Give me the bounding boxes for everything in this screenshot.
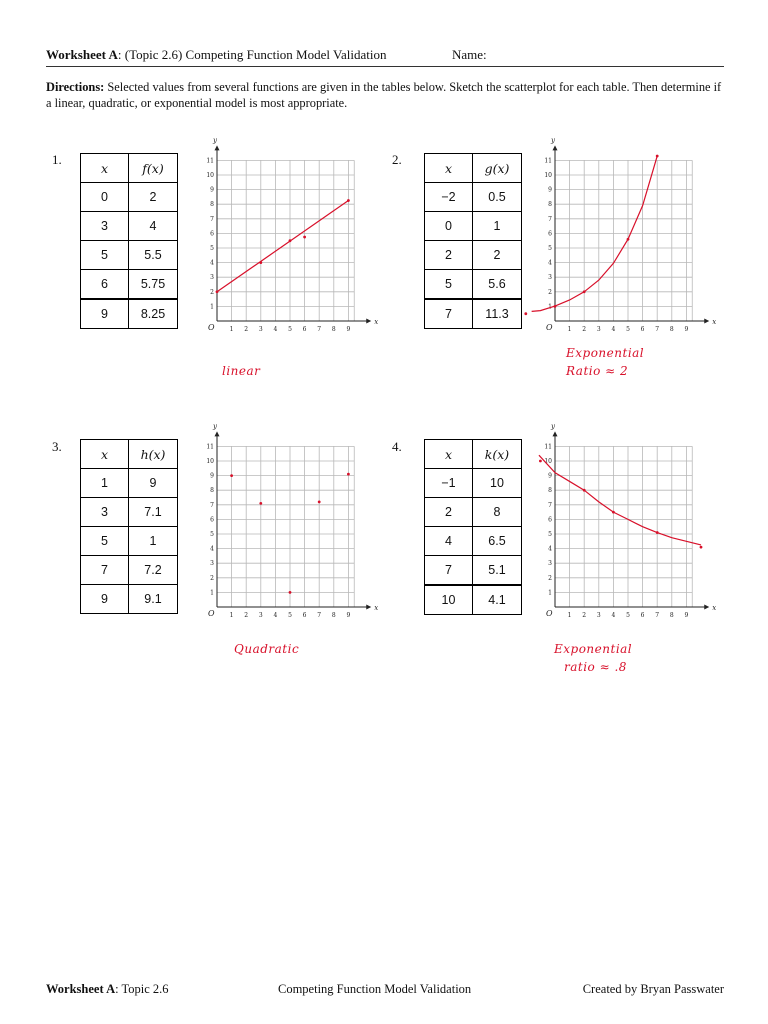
data-point xyxy=(259,502,262,505)
x-tick-label: 1 xyxy=(229,612,234,619)
footer-subtitle: Competing Function Model Validation xyxy=(278,982,472,996)
y-tick-label: 2 xyxy=(548,574,552,582)
y-axis-label: y xyxy=(213,136,217,145)
table-cell: 4 xyxy=(129,212,178,241)
x-axis-arrow xyxy=(366,605,371,610)
y-tick-label: 5 xyxy=(548,531,552,538)
table-cell: 5.6 xyxy=(473,270,522,300)
y-tick-label: 3 xyxy=(210,274,214,282)
table-cell: 1 xyxy=(473,212,522,241)
answer-line: Exponential xyxy=(566,346,645,360)
x-tick-label: 7 xyxy=(655,612,660,619)
y-tick-label: 8 xyxy=(210,487,214,495)
fit-curve xyxy=(539,455,701,545)
x-header: x xyxy=(81,440,129,469)
y-tick-label: 3 xyxy=(210,560,214,568)
origin-label: O xyxy=(208,609,215,618)
y-tick-label: 11 xyxy=(206,157,214,165)
y-tick-label: 3 xyxy=(548,274,552,282)
scatter-graph xyxy=(195,419,379,629)
table-cell: 9 xyxy=(81,585,129,614)
answer-line: Quadratic xyxy=(234,642,300,656)
table-cell: 5 xyxy=(81,527,129,556)
y-tick-label: 1 xyxy=(210,589,214,597)
values-table xyxy=(80,439,178,614)
data-point xyxy=(259,261,262,264)
y-axis-label: y xyxy=(551,136,555,145)
table-cell: −1 xyxy=(425,469,473,498)
table-cell: 7 xyxy=(425,556,473,586)
table-cell: 6 xyxy=(81,270,129,300)
table-cell: 7 xyxy=(425,299,473,329)
footer-title-bold: Worksheet A xyxy=(46,982,116,996)
table-cell: 5 xyxy=(81,241,129,270)
table-cell: 5 xyxy=(425,270,473,300)
x-tick-label: 3 xyxy=(258,612,263,619)
values-table xyxy=(80,153,178,329)
data-point xyxy=(554,305,557,308)
y-tick-label: 5 xyxy=(210,245,214,252)
y-tick-label: 9 xyxy=(210,472,214,480)
table-cell: 8 xyxy=(473,498,522,527)
y-tick-label: 4 xyxy=(210,545,214,553)
y-header: h(x) xyxy=(129,440,178,469)
x-tick-label: 5 xyxy=(626,612,630,619)
x-axis-arrow xyxy=(704,605,709,610)
x-tick-label: 4 xyxy=(611,326,616,333)
worksheet-title: : (Topic 2.6) Competing Function Model Validation xyxy=(117,47,387,62)
answer-line: ratio ≈ .8 xyxy=(564,660,627,674)
fit-curve xyxy=(217,201,348,292)
table-cell: 5.5 xyxy=(129,241,178,270)
x-tick-label: 4 xyxy=(611,612,616,619)
values-table xyxy=(424,153,522,329)
problem-number: 3. xyxy=(52,439,62,454)
x-tick-label: 8 xyxy=(331,612,336,619)
x-tick-label: 5 xyxy=(288,612,292,619)
x-tick-label: 1 xyxy=(567,326,572,333)
table-cell: 2 xyxy=(129,183,178,212)
y-tick-label: 9 xyxy=(548,186,552,194)
table-cell: 2 xyxy=(425,498,473,527)
directions-text: Selected values from several functions are given in the tables below. Sketch the scatterplot for each table. Then determine if a linear, quadratic, or exponential model is most appropriate. xyxy=(46,80,722,110)
x-tick-label: 3 xyxy=(258,326,263,333)
x-tick-label: 4 xyxy=(273,612,278,619)
problem-number: 1. xyxy=(52,152,62,167)
table-cell: 8.25 xyxy=(129,299,178,329)
table-cell: 9 xyxy=(81,299,129,329)
x-tick-label: 9 xyxy=(346,612,351,619)
table-cell: 5.1 xyxy=(473,556,522,586)
y-axis-arrow xyxy=(215,431,220,436)
y-tick-label: 8 xyxy=(548,487,552,495)
x-tick-label: 8 xyxy=(669,612,674,619)
x-header: x xyxy=(81,154,129,183)
y-tick-label: 10 xyxy=(544,172,552,179)
y-header: k(x) xyxy=(473,440,522,469)
data-point xyxy=(230,474,233,477)
origin-label: O xyxy=(208,323,215,332)
y-tick-label: 2 xyxy=(210,288,214,296)
problem-number: 2. xyxy=(392,152,402,167)
x-tick-label: 1 xyxy=(229,326,234,333)
data-point xyxy=(347,473,350,476)
table-cell: 0.5 xyxy=(473,183,522,212)
y-tick-label: 2 xyxy=(548,288,552,296)
x-tick-label: 8 xyxy=(331,326,336,333)
data-point xyxy=(524,312,527,315)
table-cell: 11.3 xyxy=(473,299,522,329)
y-tick-label: 10 xyxy=(544,458,552,465)
x-tick-label: 9 xyxy=(346,326,351,333)
x-tick-label: 3 xyxy=(596,326,601,333)
x-tick-label: 5 xyxy=(288,326,292,333)
x-tick-label: 5 xyxy=(626,326,630,333)
x-tick-label: 2 xyxy=(244,612,249,619)
y-tick-label: 6 xyxy=(210,230,214,238)
table-cell: 1 xyxy=(129,527,178,556)
answer-annotation xyxy=(234,640,299,658)
y-tick-label: 10 xyxy=(206,172,214,179)
x-tick-label: 8 xyxy=(669,326,674,333)
table-cell: 6.5 xyxy=(473,527,522,556)
x-axis-label: x xyxy=(712,318,717,326)
y-tick-label: 1 xyxy=(548,303,552,311)
y-axis-arrow xyxy=(215,145,220,150)
y-tick-label: 7 xyxy=(548,215,552,223)
table-cell: 2 xyxy=(425,241,473,270)
y-tick-label: 8 xyxy=(548,201,552,209)
y-tick-label: 6 xyxy=(210,516,214,524)
x-tick-label: 3 xyxy=(596,612,601,619)
y-header: g(x) xyxy=(473,154,522,183)
table-cell: 1 xyxy=(81,469,129,498)
table-cell: 7 xyxy=(81,556,129,585)
y-tick-label: 1 xyxy=(210,303,214,311)
table-cell: 2 xyxy=(473,241,522,270)
y-tick-label: 8 xyxy=(210,201,214,209)
data-point xyxy=(347,199,350,202)
data-point xyxy=(318,500,321,503)
data-point xyxy=(700,546,703,549)
x-axis-arrow xyxy=(704,319,709,324)
x-axis-label: x xyxy=(374,318,379,326)
y-tick-label: 6 xyxy=(548,516,552,524)
x-axis-label: x xyxy=(374,604,379,612)
x-axis-arrow xyxy=(366,319,371,324)
y-tick-label: 7 xyxy=(210,501,214,509)
y-tick-label: 11 xyxy=(206,443,214,451)
x-header: x xyxy=(425,440,473,469)
y-tick-label: 4 xyxy=(548,545,552,553)
y-axis-arrow xyxy=(553,431,558,436)
table-cell: 10 xyxy=(425,585,473,615)
name-label: Name: xyxy=(452,47,487,62)
x-tick-label: 1 xyxy=(567,612,572,619)
y-tick-label: 1 xyxy=(548,589,552,597)
x-tick-label: 6 xyxy=(640,612,645,619)
answer-annotation xyxy=(222,362,260,380)
x-tick-label: 2 xyxy=(244,326,249,333)
y-tick-label: 7 xyxy=(548,501,552,509)
values-table xyxy=(424,439,522,615)
data-point xyxy=(656,531,659,534)
answer-line: linear xyxy=(222,364,261,378)
y-axis-label: y xyxy=(551,422,555,431)
table-cell: 4 xyxy=(425,527,473,556)
data-point xyxy=(612,511,615,514)
x-tick-label: 9 xyxy=(684,326,689,333)
x-tick-label: 7 xyxy=(655,326,660,333)
data-point xyxy=(303,236,306,239)
table-cell: 7.1 xyxy=(129,498,178,527)
table-cell: 9 xyxy=(129,469,178,498)
x-tick-label: 9 xyxy=(684,612,689,619)
x-header: x xyxy=(425,154,473,183)
origin-label: O xyxy=(546,609,553,618)
origin-label: O xyxy=(546,323,553,332)
answer-line: Ratio ≈ 2 xyxy=(566,364,629,378)
table-cell: 3 xyxy=(81,212,129,241)
problem-number: 4. xyxy=(392,439,402,454)
data-point xyxy=(289,239,292,242)
y-axis-label: y xyxy=(213,422,217,431)
x-tick-label: 2 xyxy=(582,326,587,333)
data-point xyxy=(656,155,659,158)
answer-annotation xyxy=(566,344,644,380)
y-tick-label: 9 xyxy=(210,186,214,194)
table-cell: 5.75 xyxy=(129,270,178,300)
table-cell: 0 xyxy=(81,183,129,212)
data-point xyxy=(539,460,542,463)
scatter-graph xyxy=(195,133,379,343)
data-point xyxy=(216,290,219,293)
worksheet-header xyxy=(46,47,724,67)
data-point xyxy=(627,238,630,241)
data-point xyxy=(289,591,292,594)
y-tick-label: 11 xyxy=(544,157,552,165)
table-cell: 4.1 xyxy=(473,585,522,615)
y-tick-label: 4 xyxy=(210,259,214,267)
y-tick-label: 7 xyxy=(210,215,214,223)
table-cell: 7.2 xyxy=(129,556,178,585)
y-tick-label: 6 xyxy=(548,230,552,238)
scatter-graph xyxy=(533,133,723,343)
data-point xyxy=(583,489,586,492)
footer-topic: : Topic 2.6 xyxy=(115,982,169,996)
worksheet-footer xyxy=(46,982,726,997)
directions xyxy=(46,79,726,111)
y-tick-label: 5 xyxy=(210,531,214,538)
footer-credit: Created by Bryan Passwater xyxy=(582,982,724,996)
y-header: f(x) xyxy=(129,154,178,183)
answer-line: Exponential xyxy=(554,642,633,656)
worksheet-title-bold: Worksheet A xyxy=(46,47,118,62)
table-cell: 3 xyxy=(81,498,129,527)
x-tick-label: 2 xyxy=(582,612,587,619)
x-tick-label: 7 xyxy=(317,612,322,619)
y-tick-label: 2 xyxy=(210,574,214,582)
directions-label: Directions: xyxy=(46,80,105,94)
y-tick-label: 10 xyxy=(206,458,214,465)
table-cell: 10 xyxy=(473,469,522,498)
data-point xyxy=(583,290,586,293)
scatter-graph xyxy=(533,419,723,629)
y-tick-label: 9 xyxy=(548,472,552,480)
y-tick-label: 5 xyxy=(548,245,552,252)
y-tick-label: 11 xyxy=(544,443,552,451)
y-axis-arrow xyxy=(553,145,558,150)
x-tick-label: 4 xyxy=(273,326,278,333)
y-tick-label: 3 xyxy=(548,560,552,568)
x-axis-label: x xyxy=(712,604,717,612)
x-tick-label: 6 xyxy=(640,326,645,333)
table-cell: 0 xyxy=(425,212,473,241)
x-tick-label: 6 xyxy=(302,612,307,619)
y-tick-label: 4 xyxy=(548,259,552,267)
x-tick-label: 6 xyxy=(302,326,307,333)
x-tick-label: 7 xyxy=(317,326,322,333)
table-cell: −2 xyxy=(425,183,473,212)
answer-annotation xyxy=(554,640,632,676)
table-cell: 9.1 xyxy=(129,585,178,614)
